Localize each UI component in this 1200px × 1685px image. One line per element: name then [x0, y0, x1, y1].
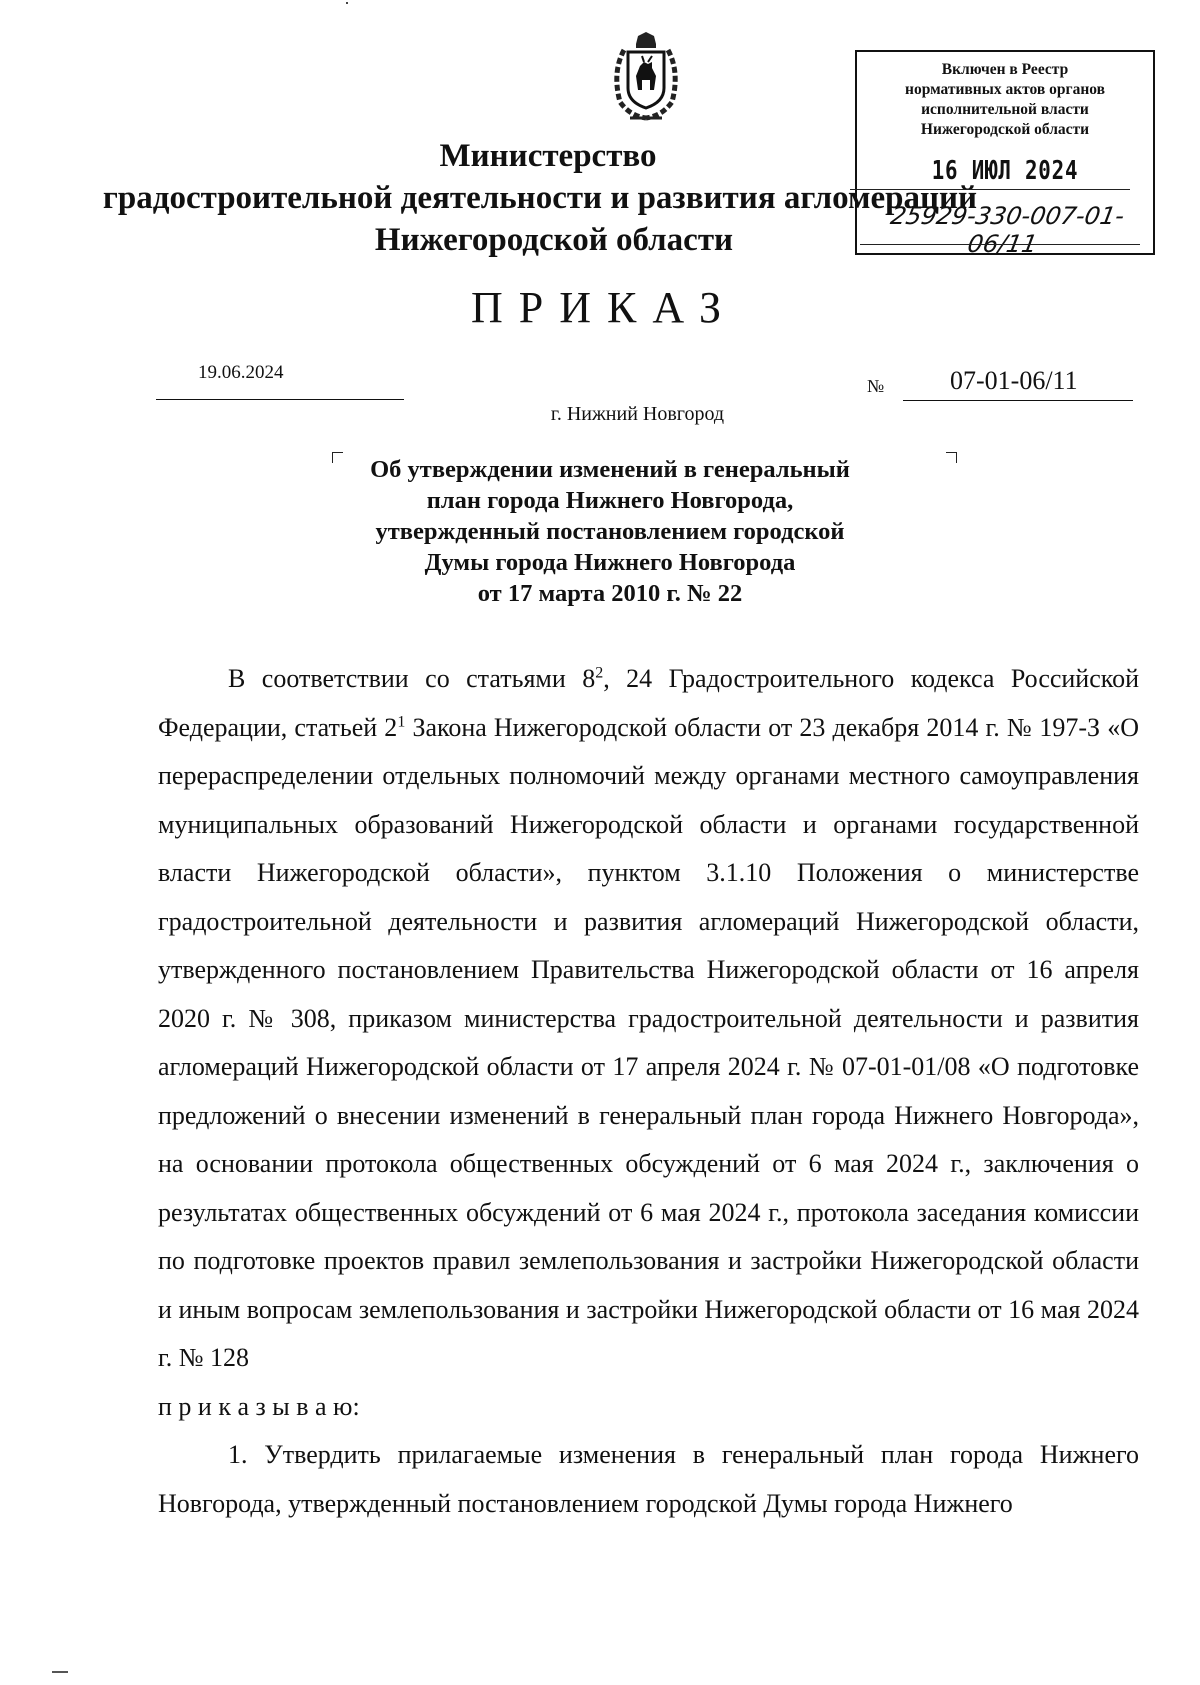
header-ministry: Министерство [439, 138, 657, 174]
number-underline [903, 400, 1133, 401]
registry-stamp [855, 50, 1155, 258]
document-city: г. Нижний Новгород [550, 403, 725, 425]
document-type-title: ПРИКАЗ [470, 283, 738, 332]
number-sign: № [867, 376, 885, 396]
document-date: 19.06.2024 [198, 362, 284, 383]
document-body [158, 655, 1139, 1528]
subject-line: утвержденный постановлением городской [375, 518, 845, 545]
stamp-line: исполнительной власти [921, 101, 1089, 118]
header-region: Нижегородской области [374, 222, 734, 258]
stamp-line: Нижегородской области [920, 121, 1090, 138]
scan-speck [52, 1671, 68, 1673]
document-number: 07-01-06/11 [950, 366, 1078, 395]
stamp-divider [850, 189, 1130, 190]
preamble-text: Закона Нижегородской области от 23 декабря 2014 г. № 197-З «О перераспределении отдельных полномочий между органами местного самоуправления муниципальных образований Нижегородской области и органами государственной власти Нижегородской области», пунктом 3.1.10 Положения о министерстве градостроительной деятельности и развития агломераций Нижегородской области, утвержденного постановлением Правительства Нижегородской области от 16 апреля 2020 г. № 308, приказом министерства градостроительной деятельности и развития агломераций Нижегородской области от 17 апреля 2024 г. № 07-01-01/08 «О подготовке предложений о внесении изменений в генеральный план города Нижнего Новгорода», на основании протокола общественных обсуждений от 6 мая 2024 г., заключения о результатах общественных обсуждений от 6 мая 2024 г., протокола заседания комиссии по подготовке проектов правил землепользования и застройки Нижегородской области и иным вопросам землепользования и застройки Нижегородской области от 16 мая 2024 г. № 128 [158, 712, 1139, 1372]
coat-of-arms-emblem [600, 32, 692, 124]
stamp-line: нормативных актов органов [905, 81, 1105, 98]
date-underline [156, 399, 404, 400]
stamp-line: Включен в Реестр [941, 61, 1069, 78]
preamble-text: , 24 Градостроительного кодекса Российской Федерации, статьей 2 [158, 664, 1139, 742]
preamble-text: В соответствии со статьями 8 [228, 664, 596, 693]
superscript: 2 [595, 664, 604, 682]
subject-line: от 17 марта 2010 г. № 22 [477, 580, 743, 607]
stamp-date: 16 ИЮЛ 2024 [931, 156, 1079, 186]
subject-line: план города Нижнего Новгорода, [426, 487, 794, 514]
order-word: п р и к а з ы в а ю: [158, 1391, 360, 1421]
subject-line: Думы города Нижнего Новгорода [424, 549, 796, 576]
stamp-divider [860, 244, 1140, 245]
superscript: 1 [397, 712, 406, 730]
scan-speck [346, 2, 348, 4]
header-department: градостроительной деятельности и развития агломераций [102, 180, 978, 216]
document-subject [0, 454, 1200, 609]
preamble-paragraph [158, 655, 1139, 1383]
order-item-1: 1. Утвердить прилагаемые изменения в генеральный план города Нижнего Новгорода, утвержденный постановлением городской Думы города Нижнего [158, 1440, 1139, 1518]
subject-line: Об утверждении изменений в генеральный [370, 456, 850, 483]
stamp-registry-number: 25929-330-007-01-06/11 [888, 202, 1127, 258]
stamp-text [857, 60, 1153, 140]
